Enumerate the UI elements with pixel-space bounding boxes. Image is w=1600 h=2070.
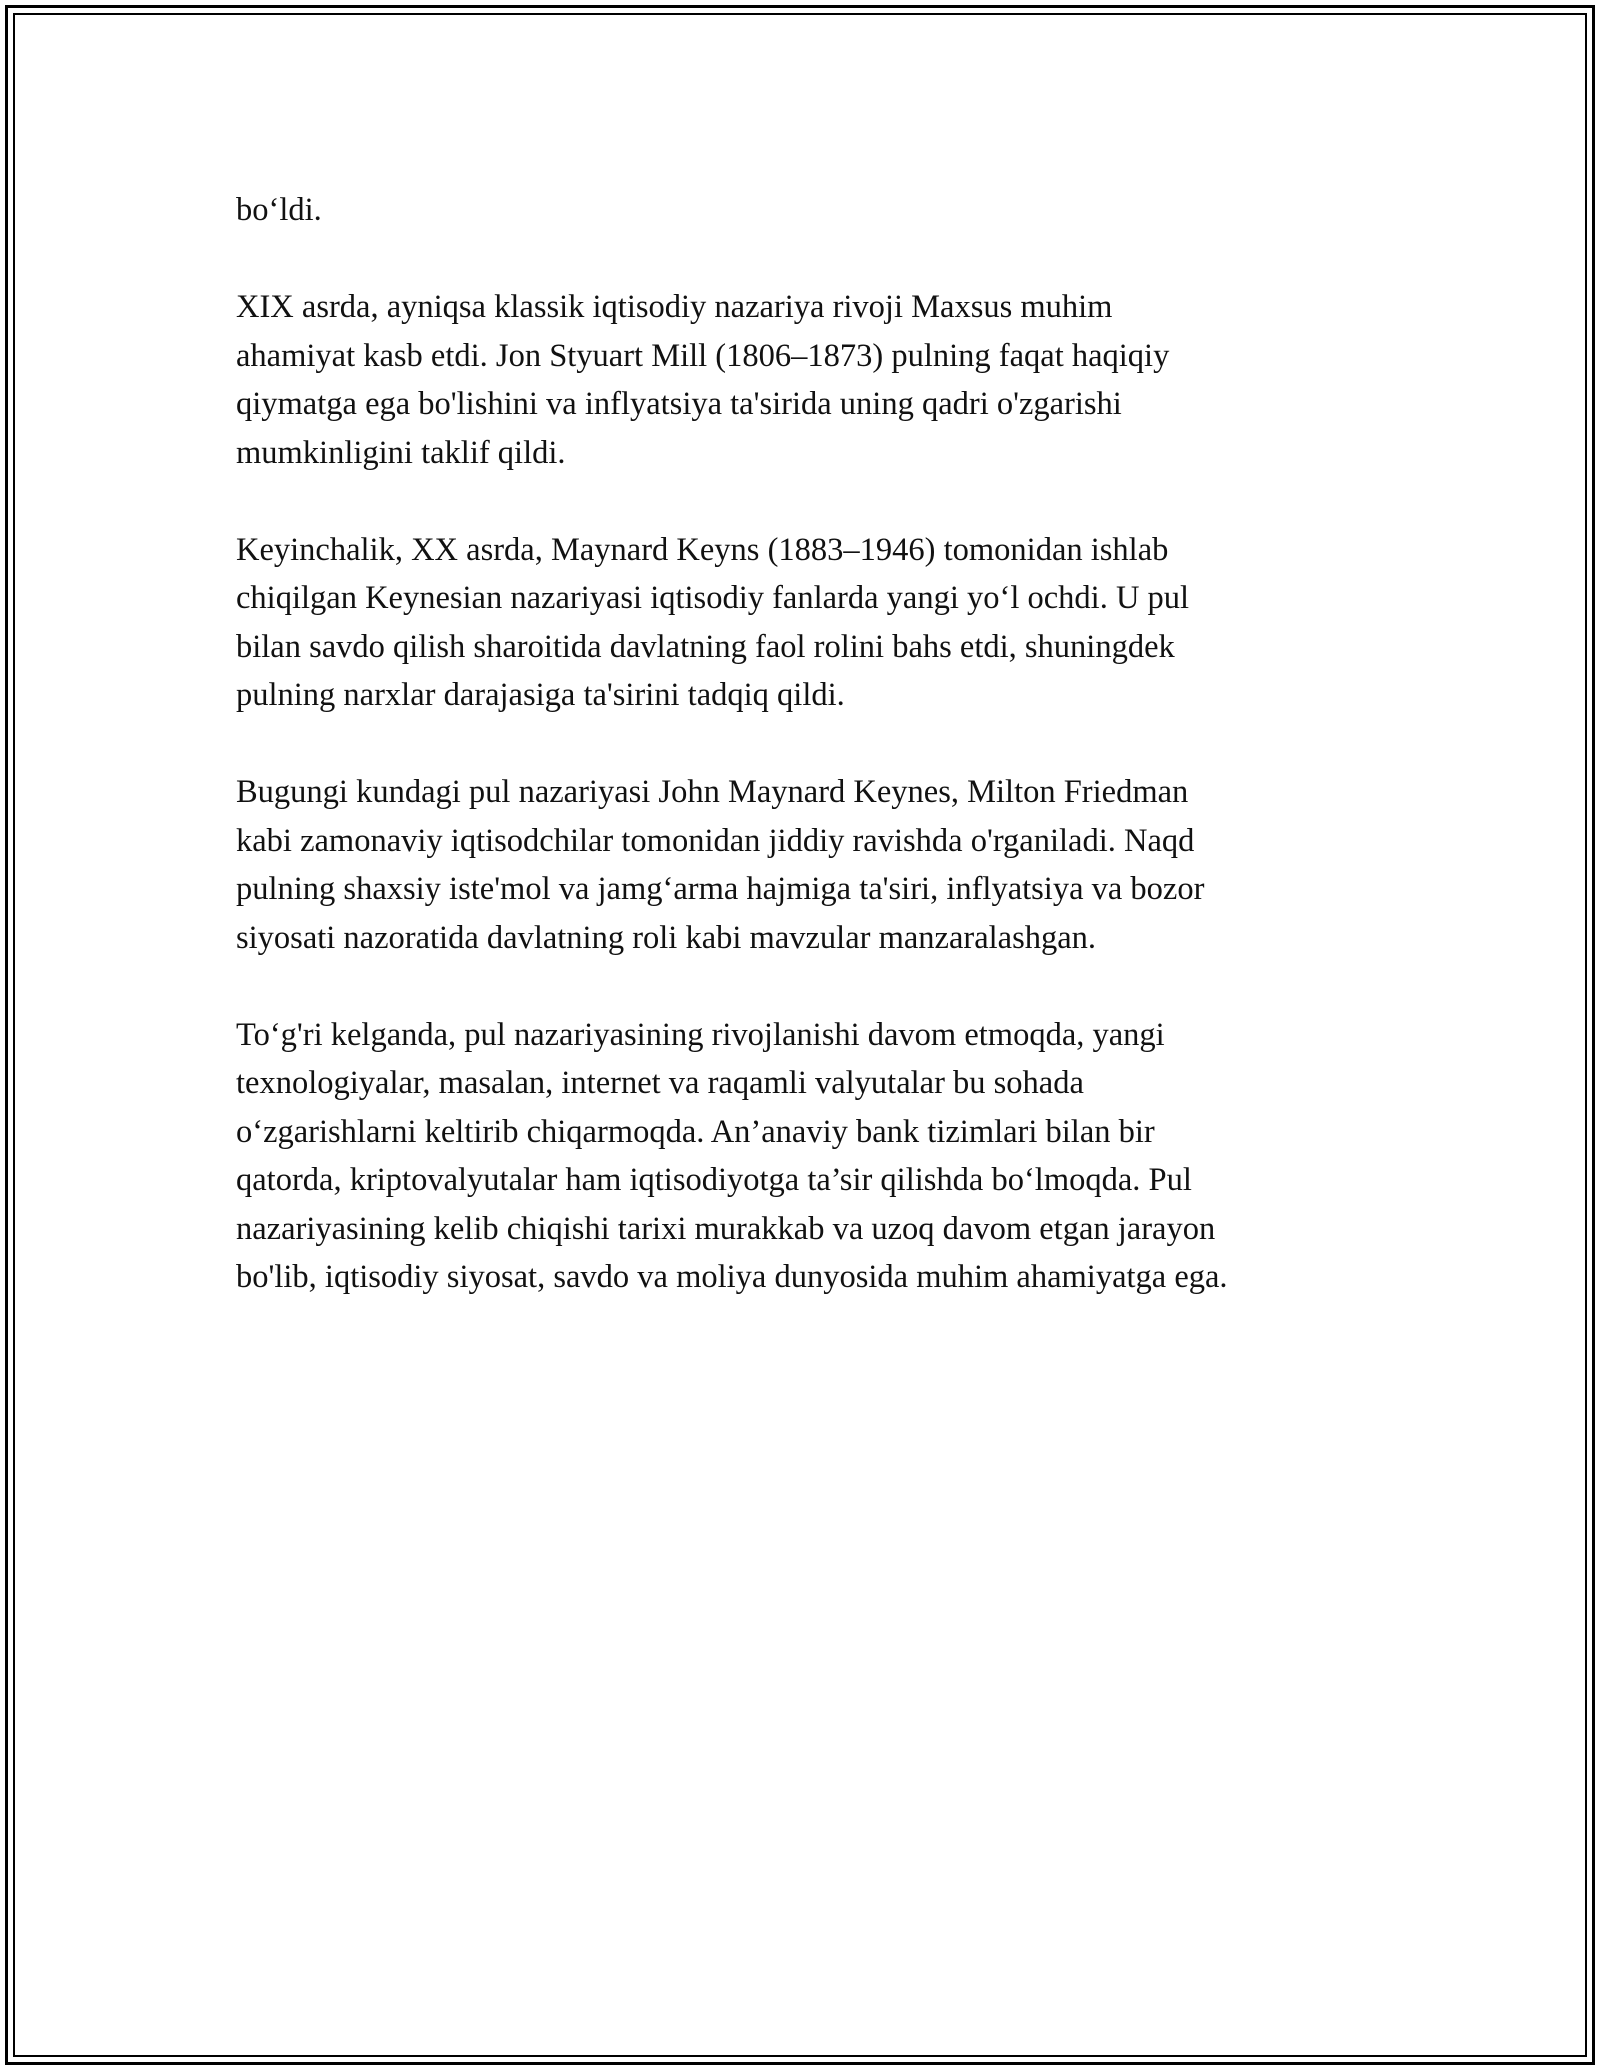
text-line: texnologiyalar, masalan, internet va raqamli valyutalar bu sohada bbox=[236, 1065, 1084, 1101]
paragraph-3 bbox=[236, 526, 1366, 720]
paragraph-2 bbox=[236, 283, 1366, 477]
paragraph-4 bbox=[236, 768, 1366, 962]
text-line: siyosati nazoratida davlatning roli kabi mavzular manzaralashgan. bbox=[236, 919, 1097, 956]
text-line: qatorda, kriptovalyutalar ham iqtisodiyotga ta’sir qilishda bo‘lmoqda. Pul bbox=[236, 1162, 1192, 1198]
text-line: chiqilgan Keynesian nazariyasi iqtisodiy fanlarda yangi yo‘l ochdi. U pul bbox=[236, 580, 1190, 616]
text-line: bo‘ldi. bbox=[236, 192, 322, 228]
text-line: Keyinchalik, XX asrda, Maynard Keyns (1883–1946) tomonidan ishlab bbox=[236, 531, 1169, 568]
paragraph-5 bbox=[236, 1011, 1366, 1302]
text-line: Bugungi kundagi pul nazariyasi John Maynard Keynes, Milton Friedman bbox=[236, 774, 1189, 810]
text-line: qiymatga ega bo'lishini va inflyatsiya ta'sirida uning qadri o'zgarishi bbox=[236, 386, 1122, 422]
text-line: mumkinligini taklif qildi. bbox=[236, 434, 566, 471]
text-line: To‘g'ri kelganda, pul nazariyasining rivojlanishi davom etmoqda, yangi bbox=[236, 1016, 1165, 1053]
text-line: kabi zamonaviy iqtisodchilar tomonidan jiddiy ravishda o'rganiladi. Naqd bbox=[236, 822, 1195, 859]
text-line: XIX asrda, ayniqsa klassik iqtisodiy nazariya rivoji Maxsus muhim bbox=[236, 289, 1113, 325]
text-line: o‘zgarishlarni keltirib chiqarmoqda. An’anaviy bank tizimlari bilan bir bbox=[236, 1113, 1155, 1150]
text-line: ahamiyat kasb etdi. Jon Styuart Mill (1806–1873) pulning faqat haqiqiy bbox=[236, 337, 1170, 374]
text-line: bo'lib, iqtisodiy siyosat, savdo va moliya dunyosida muhim ahamiyatga ega. bbox=[236, 1259, 1228, 1295]
text-line: pulning narxlar darajasiga ta'sirini tadqiq qildi. bbox=[236, 677, 845, 713]
text-line: nazariyasining kelib chiqishi tarixi murakkab va uzoq davom etgan jarayon bbox=[236, 1210, 1216, 1247]
text-line: bilan savdo qilish sharoitida davlatning faol rolini bahs etdi, shuningdek bbox=[236, 628, 1175, 665]
text-line: pulning shaxsiy iste'mol va jamg‘arma hajmiga ta'siri, inflyatsiya va bozor bbox=[236, 871, 1205, 907]
paragraph-1 bbox=[236, 186, 1366, 235]
document-body bbox=[236, 186, 1366, 1350]
